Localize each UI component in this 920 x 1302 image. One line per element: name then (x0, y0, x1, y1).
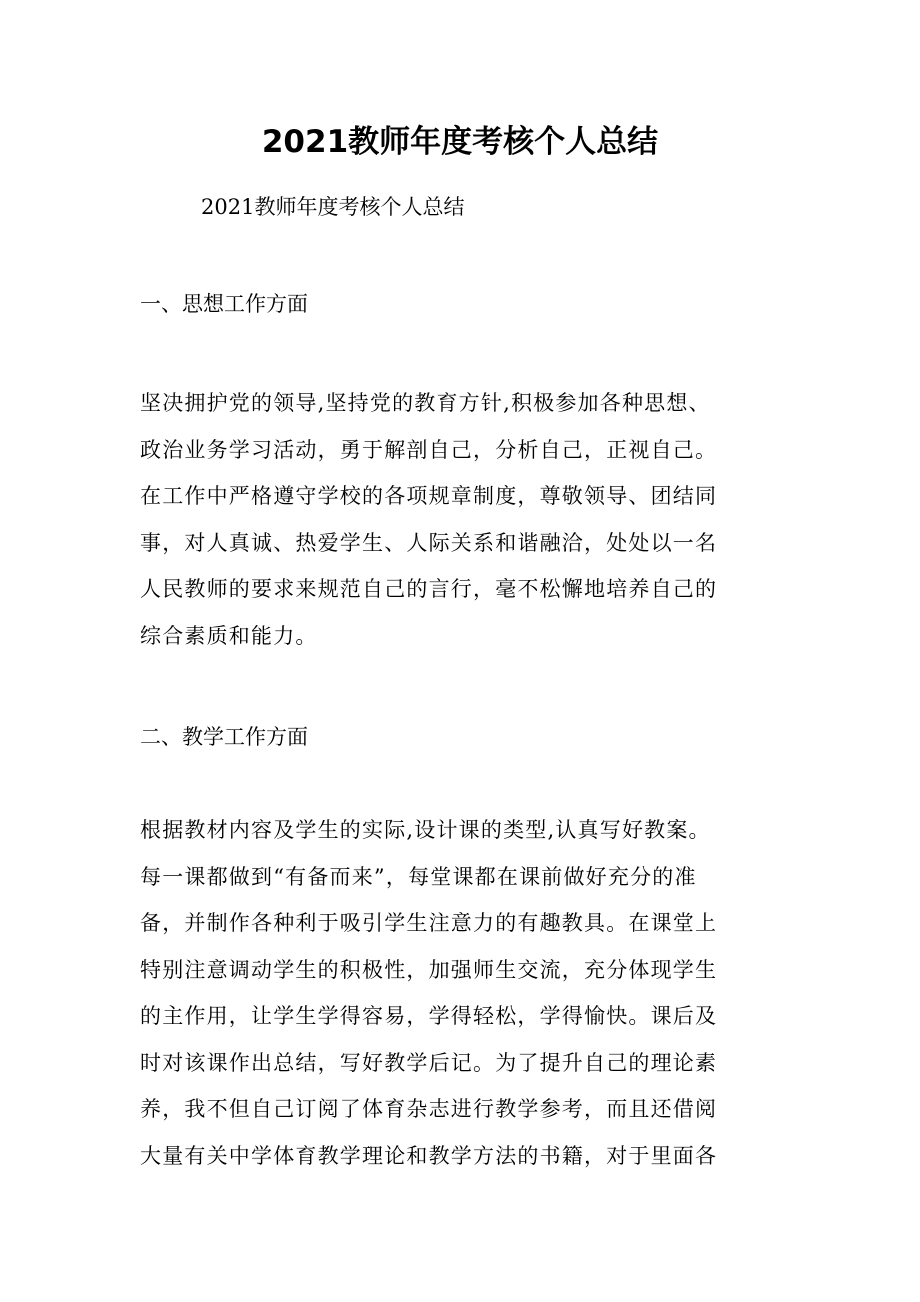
paragraph-line: 人民教师的要求来规范自己的言行，毫不松懈地培养自己的 (140, 577, 718, 601)
paragraph-line: 根据教材内容及学生的实际,设计课的类型,认真写好教案。 (140, 818, 711, 842)
paragraph-line: 特别注意调动学生的积极性，加强师生交流，充分体现学生 (140, 957, 718, 982)
document-subtitle: 2021教师年度考核个人总结 (201, 195, 465, 219)
paragraph-line: 时对该课作出总结，写好教学后记。为了提升自己的理论素 (140, 1050, 718, 1075)
section-heading-teaching: 二、教学工作方面 (140, 725, 308, 749)
paragraph-line: 在工作中严格遵守学校的各项规章制度，尊敬领导、团结同 (140, 484, 718, 508)
section-paragraph-teaching (140, 807, 800, 1179)
section-paragraph-thought (140, 380, 800, 659)
section-heading-thought: 一、思想工作方面 (140, 292, 308, 316)
paragraph-line: 每一课都做到“有备而来”，每堂课都在课前做好充分的准 (140, 864, 697, 889)
paragraph-line: 大量有关中学体育教学理论和教学方法的书籍，对于里面各 (140, 1143, 718, 1168)
document-title: 2021教师年度考核个人总结 (261, 124, 659, 160)
paragraph-line: 养，我不但自己订阅了体育杂志进行教学参考，而且还借阅 (140, 1097, 718, 1121)
paragraph-line: 综合素质和能力。 (140, 623, 318, 648)
paragraph-line: 坚决拥护党的领导,坚持党的教育方针,积极参加各种思想、 (140, 391, 711, 415)
paragraph-line: 的主作用，让学生学得容易，学得轻松，学得愉快。课后及 (140, 1004, 718, 1028)
paragraph-line: 事，对人真诚、热爱学生、人际关系和谐融洽，处处以一名 (140, 530, 718, 555)
paragraph-line: 政治业务学习活动，勇于解剖自己，分析自己，正视自己。 (140, 437, 718, 462)
paragraph-line: 备，并制作各种利于吸引学生注意力的有趣教具。在课堂上 (140, 911, 718, 935)
